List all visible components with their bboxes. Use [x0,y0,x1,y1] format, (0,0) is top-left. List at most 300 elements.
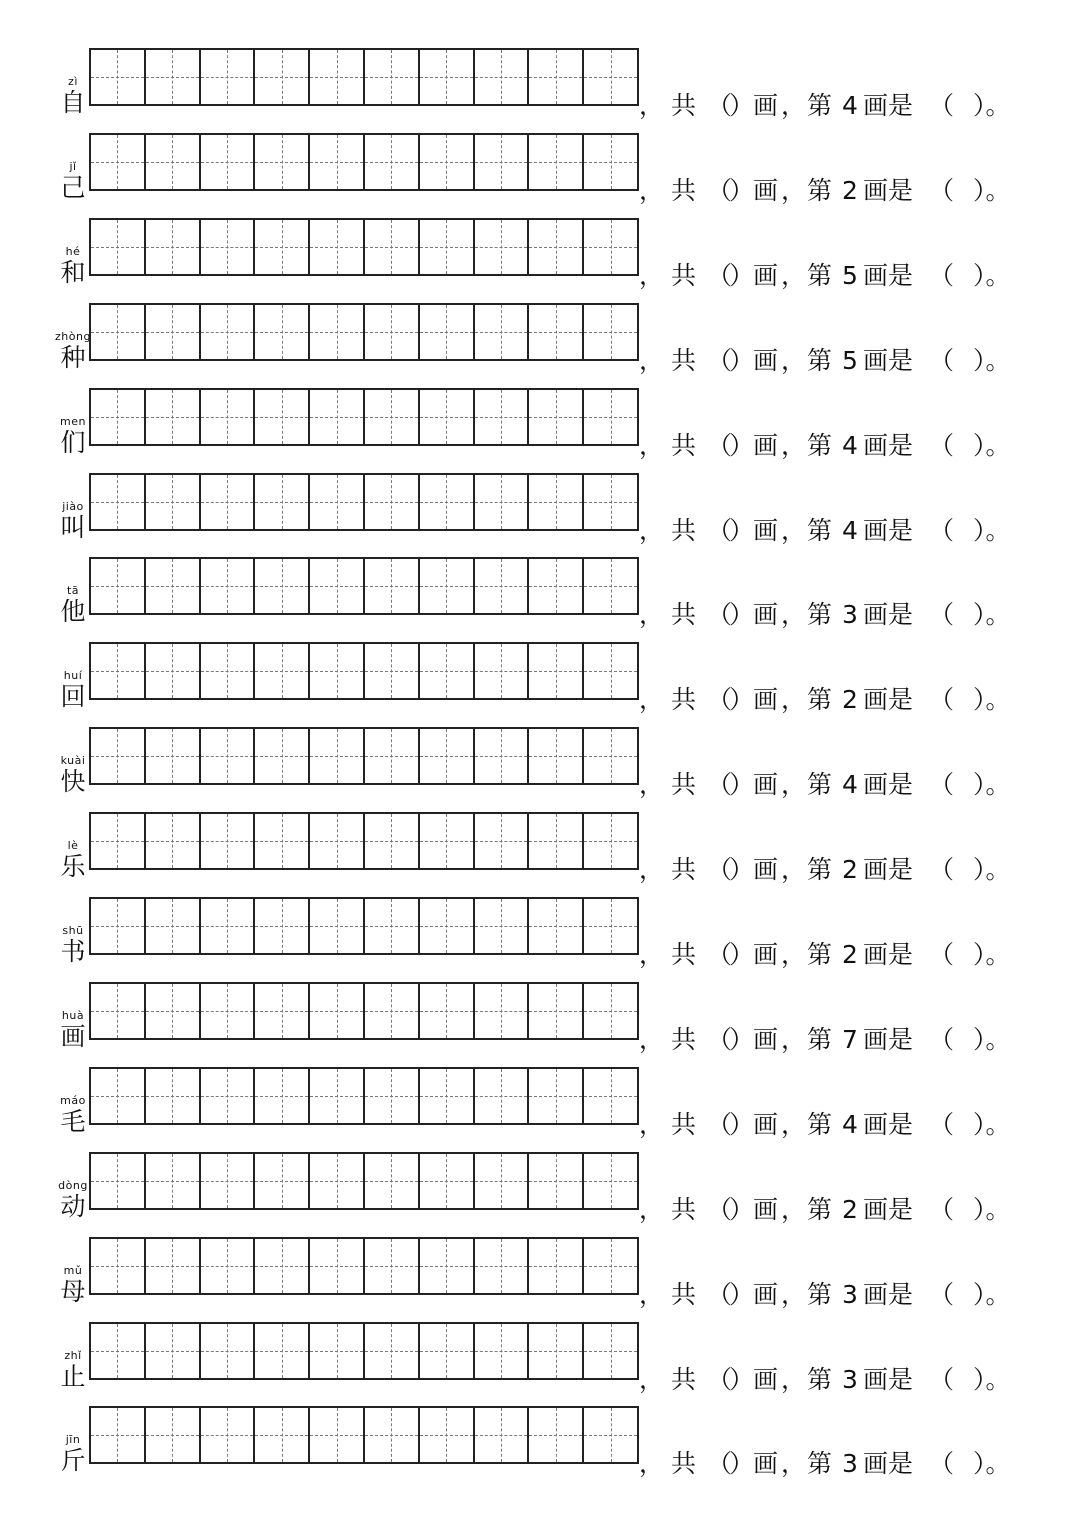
writing-cell[interactable] [584,135,637,189]
writing-cell[interactable] [146,1154,201,1208]
writing-cell[interactable] [310,984,365,1038]
guide-line-horizontal [91,332,144,333]
writing-cell[interactable] [420,1408,475,1462]
writing-cell[interactable] [365,644,420,698]
comma: ， [781,175,807,205]
stroke-question [639,88,1011,124]
worksheet-row [0,1237,1080,1322]
writing-cell[interactable] [91,135,146,189]
writing-cell[interactable] [91,1324,146,1378]
writing-cell[interactable] [420,644,475,698]
writing-cell[interactable] [146,559,201,613]
worksheet-row [0,642,1080,727]
writing-cell[interactable] [91,644,146,698]
pinyin: zhòng [55,329,91,343]
answer-blank-close: ）。 [973,1024,1011,1054]
guide-line-horizontal [420,1181,473,1182]
writing-cell[interactable] [310,390,365,444]
writing-grid [89,388,639,446]
writing-cell[interactable] [365,1324,420,1378]
writing-cell[interactable] [529,220,584,274]
pinyin: máo [60,1093,86,1107]
writing-cell[interactable] [255,390,310,444]
writing-cell[interactable] [255,1069,310,1123]
strokes-label: 画 [753,1109,779,1139]
writing-cell[interactable] [255,1324,310,1378]
guide-line-horizontal [146,926,199,927]
writing-cell[interactable] [584,984,637,1038]
writing-cell[interactable] [420,1069,475,1123]
writing-cell[interactable] [310,305,365,359]
stroke-is-label: 画是 [863,770,914,800]
writing-cell[interactable] [529,899,584,953]
writing-cell[interactable] [310,1069,365,1123]
guide-line-horizontal [310,502,363,503]
ordinal-label: 第 [807,345,833,375]
hanzi-character: 叫 [60,512,86,542]
writing-cell[interactable] [475,899,530,953]
writing-cell[interactable] [255,899,310,953]
guide-line-horizontal [91,1266,144,1267]
writing-cell[interactable] [310,559,365,613]
writing-cell[interactable] [365,1408,420,1462]
guide-line-horizontal [201,417,254,418]
hanzi-character: 种 [60,342,86,372]
stroke-number: 4 [842,515,858,545]
writing-cell[interactable] [201,644,256,698]
guide-line-horizontal [201,1011,254,1012]
writing-cell[interactable] [584,305,637,359]
guide-line-horizontal [365,417,418,418]
guide-line-horizontal [529,77,582,78]
writing-cell[interactable] [310,814,365,868]
writing-cell[interactable] [255,305,310,359]
guide-line-horizontal [201,841,254,842]
comma: ， [639,940,665,969]
stroke-question [639,1277,1011,1313]
writing-cell[interactable] [146,984,201,1038]
writing-cell[interactable] [475,475,530,529]
writing-cell[interactable] [420,475,475,529]
total-label: 共 [671,940,697,969]
writing-cell[interactable] [201,1408,256,1462]
writing-cell[interactable] [255,475,310,529]
writing-cell[interactable] [146,390,201,444]
strokes-label: 画 [753,855,779,885]
writing-cell[interactable] [146,305,201,359]
writing-cell[interactable] [91,1408,146,1462]
writing-cell[interactable] [91,1069,146,1123]
writing-cell[interactable] [584,1324,637,1378]
writing-cell[interactable] [475,1408,530,1462]
writing-cell[interactable] [146,1069,201,1123]
writing-cell[interactable] [584,1408,637,1462]
writing-cell[interactable] [91,729,146,783]
guide-line-horizontal [91,77,144,78]
writing-cell[interactable] [255,1154,310,1208]
writing-cell[interactable] [146,1324,201,1378]
guide-line-horizontal [146,417,199,418]
guide-line-horizontal [201,77,254,78]
guide-line-horizontal [255,332,308,333]
guide-line-horizontal [584,1181,637,1182]
answer-blank-close: ） [729,1364,755,1394]
writing-cell[interactable] [146,899,201,953]
worksheet-row [0,473,1080,558]
pinyin: hé [65,244,81,258]
stroke-is-label: 画是 [863,515,914,545]
stroke-question [639,428,1011,464]
writing-cell[interactable] [255,1239,310,1293]
guide-line-horizontal [365,332,418,333]
total-label: 共 [671,175,697,205]
writing-grid [89,1406,639,1464]
ordinal-label: 第 [807,91,833,120]
answer-blank-open: （ [707,855,733,885]
writing-cell[interactable] [529,50,584,104]
stroke-question [639,513,1011,549]
writing-cell[interactable] [365,305,420,359]
guide-line-horizontal [475,756,528,757]
writing-cell[interactable] [365,390,420,444]
guide-line-horizontal [310,1096,363,1097]
answer-blank-close: ） [729,1109,755,1139]
writing-cell[interactable] [529,390,584,444]
writing-cell[interactable] [529,1069,584,1123]
writing-cell[interactable] [310,50,365,104]
writing-cell[interactable] [146,814,201,868]
writing-cell[interactable] [420,984,475,1038]
writing-cell[interactable] [146,729,201,783]
answer-blank-close: ） [729,175,755,205]
writing-cell[interactable] [255,984,310,1038]
hanzi-character: 们 [60,427,86,457]
writing-cell[interactable] [310,1239,365,1293]
guide-line-horizontal [146,671,199,672]
writing-cell[interactable] [420,1324,475,1378]
writing-cell[interactable] [91,984,146,1038]
writing-cell[interactable] [529,814,584,868]
writing-cell[interactable] [310,1408,365,1462]
hanzi-character: 他 [60,597,86,627]
answer-blank-close: ）。 [973,1449,1011,1479]
comma: ， [781,345,807,375]
comma: ， [639,770,665,800]
worksheet-row [0,812,1080,897]
writing-cell[interactable] [365,475,420,529]
ordinal-label: 第 [807,430,833,460]
writing-cell[interactable] [91,390,146,444]
ordinal-label: 第 [807,940,833,969]
stroke-is-label: 画是 [863,175,914,205]
answer-blank-close: ）。 [973,345,1011,375]
writing-cell[interactable] [310,135,365,189]
writing-cell[interactable] [420,135,475,189]
writing-cell[interactable] [365,135,420,189]
worksheet-row [0,388,1080,473]
writing-cell[interactable] [584,644,637,698]
comma: ， [639,345,665,375]
writing-cell[interactable] [475,1324,530,1378]
writing-cell[interactable] [475,644,530,698]
guide-line-horizontal [529,1435,582,1436]
writing-cell[interactable] [201,390,256,444]
writing-cell[interactable] [529,729,584,783]
writing-cell[interactable] [146,475,201,529]
comma: ， [639,430,665,460]
writing-cell[interactable] [365,814,420,868]
guide-line-horizontal [420,1096,473,1097]
guide-line-horizontal [310,586,363,587]
writing-cell[interactable] [310,729,365,783]
writing-cell[interactable] [201,475,256,529]
guide-line-horizontal [420,77,473,78]
writing-cell[interactable] [201,220,256,274]
stroke-is-label: 画是 [863,1364,914,1394]
writing-cell[interactable] [146,644,201,698]
answer-blank-open: （ [929,345,955,375]
writing-cell[interactable] [201,1154,256,1208]
ordinal-label: 第 [807,770,833,800]
writing-cell[interactable] [475,390,530,444]
writing-cell[interactable] [365,984,420,1038]
writing-cell[interactable] [365,1239,420,1293]
guide-line-horizontal [420,756,473,757]
writing-cell[interactable] [420,220,475,274]
guide-line-horizontal [420,1435,473,1436]
writing-cell[interactable] [365,1154,420,1208]
guide-line-horizontal [310,1181,363,1182]
writing-cell[interactable] [420,559,475,613]
writing-cell[interactable] [91,1154,146,1208]
writing-cell[interactable] [310,220,365,274]
guide-line-horizontal [146,756,199,757]
writing-cell[interactable] [584,899,637,953]
writing-cell[interactable] [255,1408,310,1462]
writing-cell[interactable] [584,1239,637,1293]
writing-cell[interactable] [420,305,475,359]
guide-line-horizontal [255,1096,308,1097]
guide-line-horizontal [584,1096,637,1097]
answer-blank-close: ） [729,1279,755,1309]
worksheet-row [0,303,1080,388]
comma: ， [781,685,807,715]
writing-cell[interactable] [584,1069,637,1123]
writing-cell[interactable] [529,475,584,529]
stroke-question [639,597,1011,633]
writing-cell[interactable] [529,135,584,189]
writing-cell[interactable] [201,729,256,783]
hanzi-character: 母 [60,1276,86,1306]
writing-cell[interactable] [475,814,530,868]
guide-line-horizontal [420,502,473,503]
writing-cell[interactable] [584,220,637,274]
writing-cell[interactable] [420,1154,475,1208]
guide-line-horizontal [91,417,144,418]
writing-cell[interactable] [146,1239,201,1293]
writing-cell[interactable] [255,644,310,698]
writing-cell[interactable] [475,305,530,359]
guide-line-horizontal [420,841,473,842]
total-label: 共 [671,345,697,375]
guide-line-horizontal [365,1266,418,1267]
writing-cell[interactable] [584,559,637,613]
writing-cell[interactable] [475,50,530,104]
guide-line-horizontal [255,756,308,757]
writing-cell[interactable] [584,390,637,444]
writing-cell[interactable] [365,559,420,613]
writing-cell[interactable] [420,1239,475,1293]
comma: ， [639,600,665,630]
pinyin: mǔ [63,1263,83,1277]
writing-cell[interactable] [201,305,256,359]
writing-cell[interactable] [91,814,146,868]
writing-cell[interactable] [201,1239,256,1293]
comma: ， [639,1109,665,1139]
stroke-question [639,1362,1011,1398]
writing-cell[interactable] [365,729,420,783]
writing-cell[interactable] [91,475,146,529]
writing-cell[interactable] [91,220,146,274]
ordinal-label: 第 [807,1364,833,1394]
guide-line-horizontal [584,77,637,78]
writing-cell[interactable] [255,729,310,783]
writing-cell[interactable] [201,1324,256,1378]
guide-line-horizontal [584,671,637,672]
writing-cell[interactable] [201,50,256,104]
writing-cell[interactable] [529,644,584,698]
guide-line-horizontal [91,1096,144,1097]
writing-cell[interactable] [475,984,530,1038]
guide-line-horizontal [91,1181,144,1182]
writing-cell[interactable] [146,135,201,189]
worksheet-row [0,557,1080,642]
writing-cell[interactable] [91,899,146,953]
guide-line-horizontal [201,247,254,248]
writing-grid [89,557,639,615]
writing-cell[interactable] [201,135,256,189]
writing-cell[interactable] [475,1239,530,1293]
writing-cell[interactable] [310,1154,365,1208]
writing-cell[interactable] [310,475,365,529]
writing-cell[interactable] [420,390,475,444]
writing-cell[interactable] [91,1239,146,1293]
writing-cell[interactable] [255,135,310,189]
guide-line-horizontal [365,1011,418,1012]
stroke-is-label: 画是 [863,1024,914,1054]
writing-cell[interactable] [584,1154,637,1208]
writing-cell[interactable] [584,50,637,104]
writing-cell[interactable] [529,1154,584,1208]
writing-cell[interactable] [584,814,637,868]
writing-cell[interactable] [146,50,201,104]
guide-line-horizontal [584,162,637,163]
pinyin: tā [66,584,80,598]
writing-cell[interactable] [529,1408,584,1462]
writing-cell[interactable] [255,814,310,868]
writing-cell[interactable] [201,559,256,613]
writing-cell[interactable] [529,984,584,1038]
writing-cell[interactable] [420,814,475,868]
character-label [54,840,92,892]
guide-line-horizontal [365,756,418,757]
writing-cell[interactable] [584,729,637,783]
writing-cell[interactable] [201,984,256,1038]
answer-blank-open: （ [929,855,955,885]
writing-cell[interactable] [91,559,146,613]
answer-blank-close: ）。 [973,175,1011,205]
writing-cell[interactable] [365,220,420,274]
writing-cell[interactable] [529,1239,584,1293]
guide-line-horizontal [365,671,418,672]
writing-cell[interactable] [420,899,475,953]
guide-line-horizontal [255,841,308,842]
writing-cell[interactable] [365,50,420,104]
writing-cell[interactable] [529,559,584,613]
guide-line-horizontal [420,586,473,587]
writing-cell[interactable] [475,1154,530,1208]
guide-line-horizontal [310,926,363,927]
writing-cell[interactable] [255,220,310,274]
writing-cell[interactable] [475,1069,530,1123]
stroke-number: 4 [842,770,858,800]
ordinal-label: 第 [807,600,833,630]
guide-line-horizontal [365,926,418,927]
writing-cell[interactable] [420,50,475,104]
guide-line-horizontal [475,1011,528,1012]
writing-cell[interactable] [201,814,256,868]
answer-blank-open: （ [929,1364,955,1394]
writing-cell[interactable] [255,50,310,104]
guide-line-horizontal [584,332,637,333]
guide-line-horizontal [146,332,199,333]
writing-cell[interactable] [146,220,201,274]
strokes-label: 画 [753,600,779,630]
writing-cell[interactable] [310,1324,365,1378]
writing-cell[interactable] [201,1069,256,1123]
worksheet-row [0,1067,1080,1152]
guide-line-horizontal [146,586,199,587]
writing-cell[interactable] [201,899,256,953]
guide-line-horizontal [310,1351,363,1352]
writing-cell[interactable] [475,559,530,613]
guide-line-horizontal [529,586,582,587]
stroke-is-label: 画是 [863,1194,914,1224]
writing-cell[interactable] [91,305,146,359]
writing-cell[interactable] [584,475,637,529]
answer-blank-open: （ [929,260,955,290]
writing-cell[interactable] [146,1408,201,1462]
writing-cell[interactable] [475,135,530,189]
guide-line-horizontal [146,1011,199,1012]
answer-blank-close: ）。 [973,1364,1011,1394]
writing-cell[interactable] [310,644,365,698]
writing-cell[interactable] [365,899,420,953]
writing-cell[interactable] [475,220,530,274]
guide-line-horizontal [91,1351,144,1352]
guide-line-horizontal [365,1181,418,1182]
writing-grid [89,218,639,276]
writing-cell[interactable] [255,559,310,613]
answer-blank-close: ） [729,345,755,375]
writing-cell[interactable] [420,729,475,783]
writing-cell[interactable] [475,729,530,783]
writing-cell[interactable] [310,899,365,953]
writing-cell[interactable] [91,50,146,104]
writing-cell[interactable] [529,305,584,359]
writing-cell[interactable] [529,1324,584,1378]
writing-cell[interactable] [365,1069,420,1123]
